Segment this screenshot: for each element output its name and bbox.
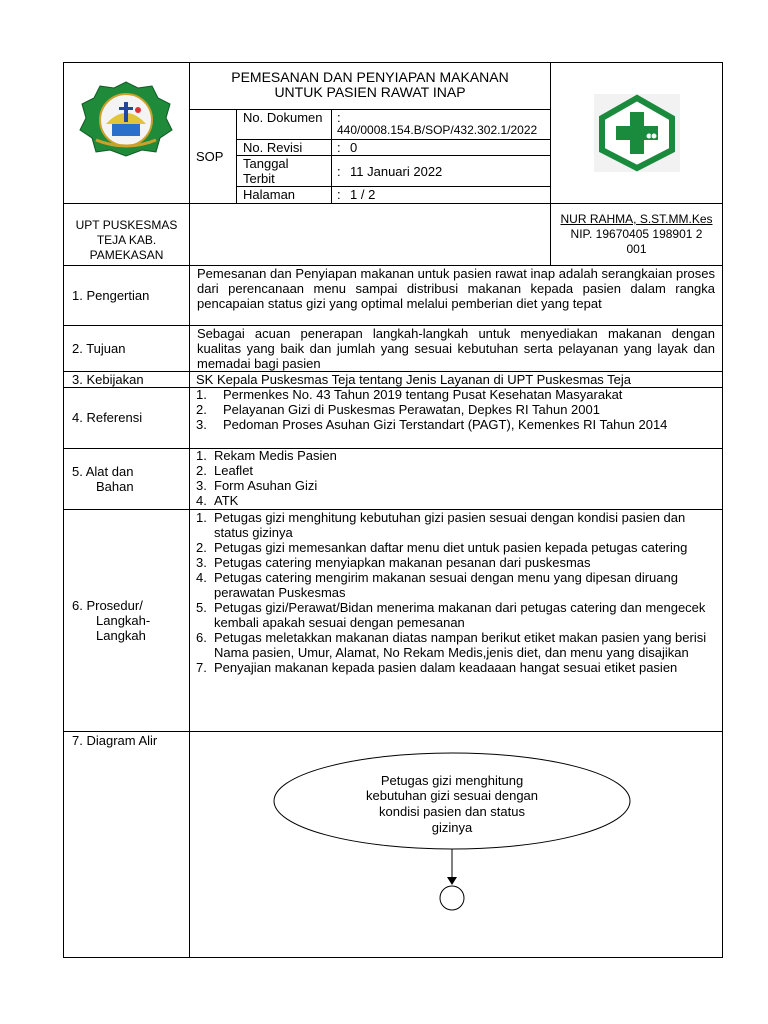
flowchart-node-text-line-2: kebutuhan gizi sesuai dengan <box>365 788 539 803</box>
list-item: 2. Leaflet <box>196 463 254 478</box>
referensi-list <box>190 387 718 432</box>
sop-label: SOP <box>196 149 224 164</box>
list-item: 1. Permenkes No. 43 Tahun 2019 tentang Pusat Kesehatan Masyarakat <box>196 387 623 402</box>
list-item: 2. Petugas gizi memesankan daftar menu diet untuk pasien kepada petugas catering <box>196 540 688 555</box>
flowchart-node-text-line-1: Petugas gizi menghitung <box>380 773 524 788</box>
flowchart <box>190 732 722 957</box>
signer-name: NUR RAHMA, S.ST.MM.Kes <box>560 212 713 226</box>
meta-label-tanggal-terbit: Tanggal Terbit <box>243 156 289 186</box>
section-label-prosedur-line-2: Langkah- <box>96 613 151 628</box>
list-item: 6. Petugas meletakkan makanan diatas nampan berikut etiket makan pasien yang berisi Nama pasien, Umur, Alamat, No Rekam Medis,jenis diet, dan menu yang disajikan <box>196 630 707 660</box>
list-item: 7. Penyajian makanan kepada pasien dalam keadaaan hangat sesuai etiket pasien <box>196 660 678 675</box>
list-item: 1. Rekam Medis Pasien <box>196 448 337 463</box>
section-text-pengertian: Pemesanan dan Penyiapan makanan untuk pasien rawat inap adalah serangkaian proses dari perencanaan menu sampai distribusi makanan kepada pasien dalam rangka pencapaian status gizi yang optimal melalui pemberian diet yang tepat <box>197 266 715 311</box>
puskesmas-health-logo <box>594 94 680 172</box>
meta-colon-1: : <box>337 110 341 125</box>
flowchart-node-text-line-3: kondisi pasien dan status <box>379 804 525 819</box>
meta-value-no-revisi: 0 <box>350 140 358 155</box>
section-text-tujuan: Sebagai acuan penerapan langkah-langkah untuk menyediakan makanan dengan kualitas yang baik dan jumlah yang sesuai kebutuhan serta pelayanan yang layak dan memadai bagi pasien <box>197 326 715 371</box>
meta-colon-3: : <box>337 164 341 179</box>
signer-nip-line-1: NIP. 19670405 198901 2 <box>570 227 703 241</box>
flowchart-arrow-head <box>447 877 457 885</box>
meta-label-halaman: Halaman <box>243 187 296 202</box>
section-label-kebijakan: 3. Kebijakan <box>72 372 144 387</box>
meta-value-tanggal-terbit: 11 Januari 2022 <box>350 164 443 179</box>
section-label-tujuan: 2. Tujuan <box>72 341 126 356</box>
list-item: 4. ATK <box>196 493 239 508</box>
signer-nip-line-2: 001 <box>626 242 647 256</box>
section-label-diagram: 7. Diagram Alir <box>72 733 158 748</box>
list-item: 4. Petugas catering mengirim makanan sesuai dengan menu yang dipesan diruang perawatan Puskesmas <box>196 570 678 600</box>
meta-value-no-dokumen: 440/0008.154.B/SOP/432.302.1/2022 <box>337 123 538 137</box>
prosedur-list <box>190 510 718 675</box>
alat-list <box>190 448 718 508</box>
list-item: 3. Form Asuhan Gizi <box>196 478 318 493</box>
flowchart-connector-circle <box>440 886 464 910</box>
list-item: 3. Petugas catering menyiapkan makanan pesanan dari puskesmas <box>196 555 591 570</box>
section-text-kebijakan: SK Kepala Puskesmas Teja tentang Jenis Layanan di UPT Puskesmas Teja <box>196 372 632 387</box>
list-item: 2. Pelayanan Gizi di Puskesmas Perawatan, Depkes RI Tahun 2001 <box>196 402 600 417</box>
list-item: 5. Petugas gizi/Perawat/Bidan menerima makanan dari petugas catering dan mengecek kembali apakah sesuai dengan pemesanan <box>196 600 706 630</box>
document-title-line-2: UNTUK PASIEN RAWAT INAP <box>274 84 466 100</box>
document-title-line-1: PEMESANAN DAN PENYIAPAN MAKANAN <box>231 69 509 85</box>
kabupaten-crest-logo <box>76 80 176 158</box>
section-label-pengertian: 1. Pengertian <box>72 288 150 303</box>
org-name-line-2: TEJA KAB. <box>96 233 157 247</box>
flowchart-node-text-line-4: gizinya <box>431 820 473 835</box>
section-label-prosedur-line-1: 6. Prosedur/ <box>72 598 143 613</box>
meta-value-halaman: 1 / 2 <box>350 187 376 202</box>
section-label-alat-line-2: Bahan <box>96 479 134 494</box>
list-item: 3. Pedoman Proses Asuhan Gizi Terstandart (PAGT), Kemenkes RI Tahun 2014 <box>196 417 668 432</box>
org-name-line-1: UPT PUSKESMAS <box>75 218 178 232</box>
section-label-referensi: 4. Referensi <box>72 410 143 425</box>
org-name-line-3: PAMEKASAN <box>89 248 164 262</box>
meta-colon-4: : <box>337 187 341 202</box>
section-label-prosedur-line-3: Langkah <box>96 628 146 643</box>
meta-label-no-dokumen: No. Dokumen <box>243 110 323 125</box>
meta-colon-2: : <box>337 140 341 155</box>
section-label-alat-line-1: 5. Alat dan <box>72 464 134 479</box>
list-item: 1. Petugas gizi menghitung kebutuhan gizi pasien sesuai dengan kondisi pasien dan status gizinya <box>196 510 686 540</box>
meta-label-no-revisi: No. Revisi <box>243 140 303 155</box>
